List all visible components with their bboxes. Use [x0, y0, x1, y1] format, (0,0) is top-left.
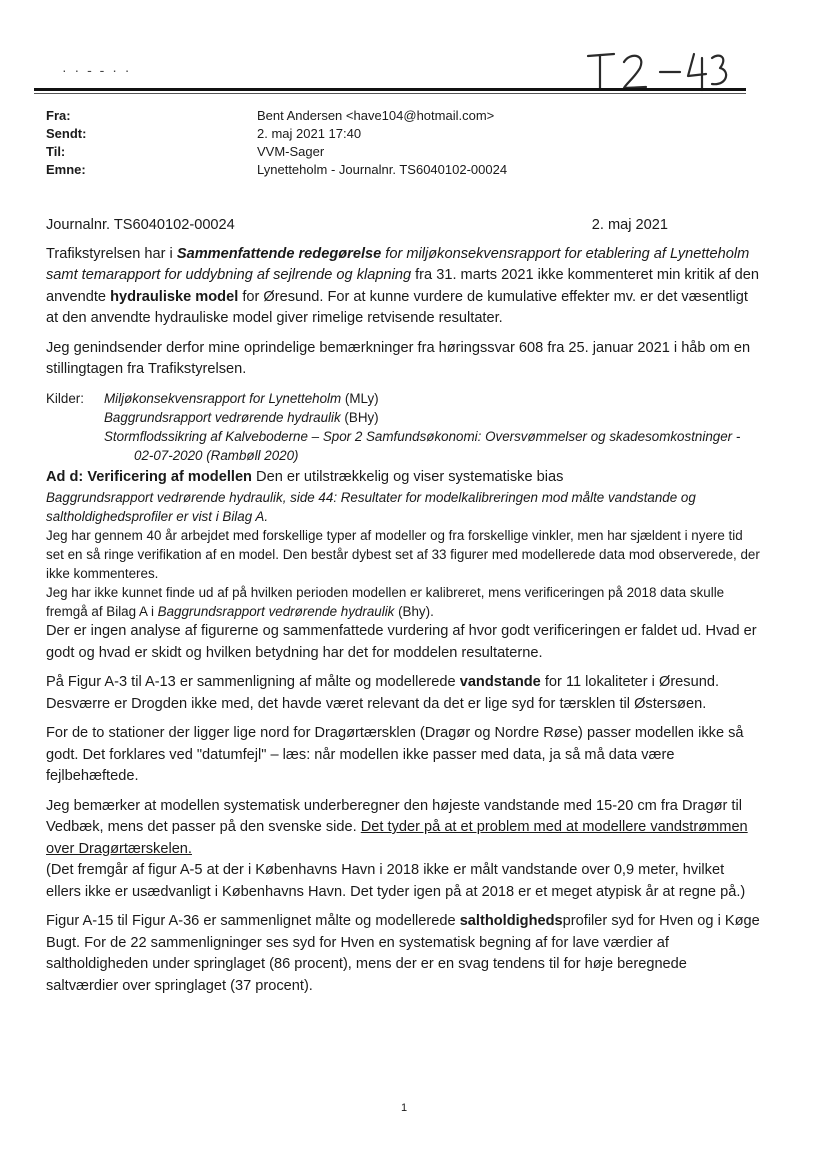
- paragraph-calibration: [46, 583, 762, 621]
- source-2-abbr: (BHy): [340, 409, 379, 425]
- sent-value: 2. maj 2021 17:40: [257, 126, 362, 141]
- p8-b-underlined: Det tyder på at et problem med at modellere vandstrømmen over Dragørtærskelen.: [46, 819, 748, 857]
- p8-a: Jeg bemærker at modellen systematisk underberegner den højeste vandstande med 15-20 cm fra Dragør til Vedbæk, mens det passer på den svenske side.: [46, 797, 742, 835]
- to-value: VVM-Sager: [257, 144, 325, 159]
- p1-a: Trafikstyrelsen har i: [46, 245, 177, 262]
- paragraph-resubmit: Jeg genindsender derfor mine oprindelige bemærkninger fra høringssvar 608 fra 25. januar 2021 i håb om en stillingtagen fra Trafikstyrelsen.: [46, 339, 751, 377]
- subject-row: [46, 161, 507, 179]
- source-row-1: [46, 389, 762, 408]
- section-heading-rest: Den er utilstrækkelig og viser systematiske bias: [251, 468, 564, 485]
- journal-number: Journalnr. TS6040102-00024: [46, 217, 235, 233]
- p4-b: Baggrundsrapport vedrørende hydraulik: [157, 604, 395, 619]
- paragraph-copenhagen-harbour: (Det fremgår af figur A-5 at der i Københavns Havn i 2018 ikke er målt vandstande over 0,9 meter, hvilket ellers ikke er usædvanligt i Københavns Havn. Det tyder igen på at 2018 er et meget atypisk år at regne på.): [46, 862, 746, 900]
- source-3-title: Stormflodssikring af Kalveboderne – Spor 2 Samfundsøkonomi: Oversvømmelser og skadesomkostninger -: [104, 428, 741, 444]
- email-header: [46, 107, 507, 179]
- p10-c: profiler syd for Hven og i Køge Bugt. For de 22 sammenligninger ses syd for Hven en systematisk begning af for lave værdier af saltholdigheden under springlaget (86 procent), mens der er en svag tendens til for høje beregnede saltværdier over springlaget (37 procent).: [46, 913, 760, 994]
- source-row-3-cont: [46, 446, 762, 465]
- source-1-title: Miljøkonsekvensrapport for Lynetteholm: [104, 390, 342, 406]
- sent-row: [46, 125, 507, 143]
- sources-label: Kilder:: [46, 390, 84, 406]
- p6-c: for 11 lokaliteter i Øresund. Desværre er Drogden ikke med, det havde været relevant da det er lige syd for tærsklen til Østersøen.: [46, 674, 719, 712]
- section-heading-bold: Ad d: Verificering af modellen: [46, 468, 252, 485]
- handwritten-stamp: [580, 44, 730, 94]
- header-rule-thin: [34, 93, 746, 94]
- source-2-title: Baggrundsrapport vedrørende hydraulik: [104, 409, 341, 425]
- letter-body: [46, 215, 762, 1005]
- p10-a: Figur A-15 til Figur A-36 er sammenlignet målte og modellerede: [46, 913, 460, 929]
- source-3-date: 02-07-2020 (Rambøll 2020): [134, 447, 299, 463]
- to-label: Til:: [46, 144, 66, 159]
- subject-label: Emne:: [46, 162, 86, 177]
- p4-c: (Bhy).: [394, 604, 434, 619]
- report-reference: [46, 488, 762, 526]
- from-row: [46, 107, 507, 125]
- paragraph-underestimate: [46, 796, 762, 861]
- p1-e: hydrauliske model: [110, 288, 239, 305]
- to-row: [46, 143, 507, 161]
- source-row-3: [46, 427, 762, 446]
- from-label: Fra:: [46, 108, 71, 123]
- paragraph-intro: [46, 244, 762, 330]
- paragraph-salinity: [46, 911, 762, 997]
- sources-list: [46, 389, 762, 465]
- section-heading: [46, 467, 762, 489]
- letter-date: 2. maj 2021: [591, 217, 668, 233]
- p1-d: fra 31. marts 2021 ikke kommenteret min kritik af den anvendte: [46, 267, 760, 305]
- journal-line: [46, 215, 668, 237]
- p1-f: for Øresund. For at kunne vurdere de kumulative effekter mv. er det væsentligt at den anvendte hydrauliske model giver rimelige retvisende resultater.: [46, 288, 748, 326]
- from-value: Bent Andersen <have104@hotmail.com>: [257, 108, 495, 123]
- p6-a: På Figur A-3 til A-13 er sammenligning af målte og modellerede: [46, 674, 460, 690]
- page-number: 1: [400, 1102, 408, 1114]
- p10-b: saltholdigheds: [459, 913, 563, 929]
- p1-b: Sammenfattende redegørelse: [176, 245, 382, 262]
- scan-dots: · · - - · ·: [62, 62, 132, 78]
- p4-a: Jeg har ikke kunnet finde ud af på hvilken perioden modellen er kalibreret, mens verificeringen på 2018 data skulle fremgå af Bilag A i: [46, 585, 725, 619]
- subject-value: Lynetteholm - Journalnr. TS6040102-00024: [257, 162, 508, 177]
- paragraph-water-levels: [46, 672, 762, 715]
- paragraph-analysis: Der er ingen analyse af figurerne og sammenfattede vurdering af hvor godt verificeringen er faldet ud. Hvad er godt og hvad er skidt og hvilken betydning har det for moddelen resultaterne.: [46, 623, 757, 661]
- report-reference-text: Baggrundsrapport vedrørende hydraulik, side 44: Resultater for modelkalibreringen mod målte vandstande og saltholdighedsprofiler er vist i Bilag A.: [46, 490, 696, 524]
- p1-c: for miljøkonsekvensrapport for etablering af Lynetteholm samt temarapport for uddybning af sejlrende og klapning: [46, 245, 750, 283]
- source-row-2: [46, 408, 762, 427]
- paragraph-stations: For de to stationer der ligger lige nord for Dragørtærsklen (Dragør og Nordre Røse) passer modellen ikke så godt. Det forklares ved "datumfejl" – læs: når modellen ikke passer med data, ja så må data være fejlbehæftede.: [46, 725, 744, 784]
- paragraph-experience: Jeg har gennem 40 år arbejdet med forskellige typer af modeller og fra forskellige vinkler, men har sjældent i nyere tid set en så ringe verifikation af en model. Den består dybest set af 33 figurer med modellerede data mod observerede, der ikke kommenteres.: [46, 528, 760, 581]
- sent-label: Sendt:: [46, 126, 87, 141]
- header-rule: [34, 88, 746, 91]
- source-1-abbr: (MLy): [341, 390, 379, 406]
- p6-b: vandstande: [459, 674, 541, 690]
